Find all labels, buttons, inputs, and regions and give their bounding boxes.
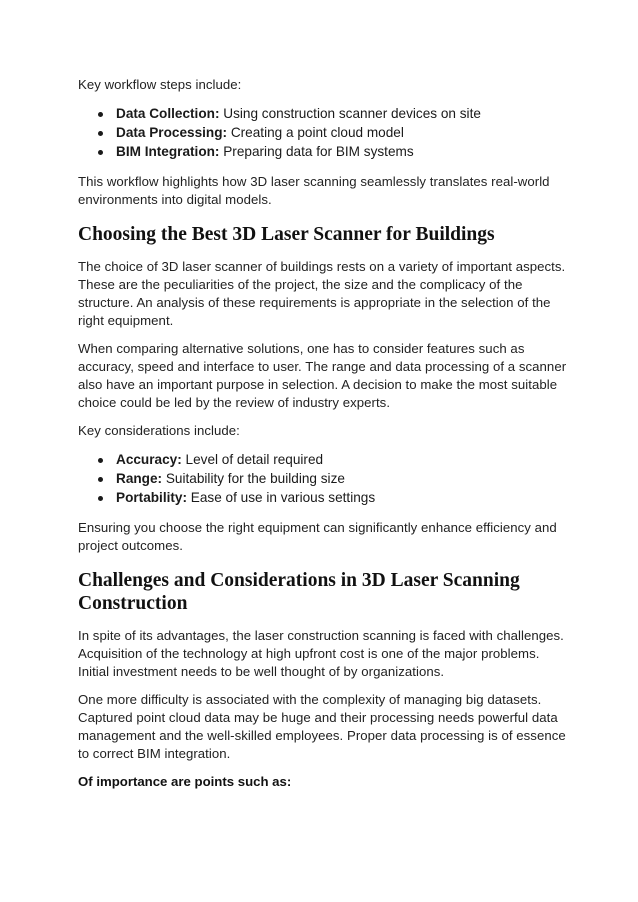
list-item-desc: Ease of use in various settings bbox=[187, 490, 376, 505]
list-item-desc: Using construction scanner devices on site bbox=[219, 106, 481, 121]
bullet-icon bbox=[98, 458, 103, 463]
paragraph: In spite of its advantages, the laser construction scanning is faced with challenges. Acquisition of the technology at high upfront cost is one of the major problems. Initial investment needs to be well thought of by organizations. bbox=[78, 628, 564, 679]
section-heading-choosing-scanner: Choosing the Best 3D Laser Scanner for Buildings bbox=[78, 224, 495, 245]
list-item bbox=[98, 469, 568, 488]
list-item bbox=[98, 142, 568, 161]
section-heading-challenges: Challenges and Considerations in 3D Laser Scanning Construction bbox=[78, 570, 520, 614]
list-item-desc: Level of detail required bbox=[181, 452, 324, 467]
bullet-icon bbox=[98, 477, 103, 482]
document-page bbox=[78, 76, 568, 791]
paragraph: Ensuring you choose the right equipment can significantly enhance efficiency and project outcomes. bbox=[78, 520, 557, 553]
workflow-steps-list bbox=[78, 104, 568, 161]
considerations-list bbox=[78, 450, 568, 507]
list-item-term: Portability: bbox=[116, 490, 187, 505]
list-item-term: Range: bbox=[116, 471, 163, 486]
list-item-desc: Creating a point cloud model bbox=[227, 125, 404, 140]
bullet-icon bbox=[98, 150, 103, 155]
workflow-intro: Key workflow steps include: bbox=[78, 77, 242, 92]
list-item-term: BIM Integration: bbox=[116, 144, 220, 159]
paragraph: When comparing alternative solutions, one has to consider features such as accuracy, speed and interface to user. The range and data processing of a scanner also have an important purpose in selection. A decision to make the most suitable choice could be led by the review of industry experts. bbox=[78, 341, 567, 410]
paragraph: The choice of 3D laser scanner of buildings rests on a variety of important aspects. These are the peculiarities of the project, the size and the complicacy of the structure. An analysis of these requirements is appropriate in the selection of the right equipment. bbox=[78, 259, 566, 328]
bullet-icon bbox=[98, 496, 103, 501]
list-item bbox=[98, 123, 568, 142]
list-item-term: Data Collection: bbox=[116, 106, 220, 121]
list-item bbox=[98, 104, 568, 123]
list-item-term: Accuracy: bbox=[116, 452, 182, 467]
list-item-term: Data Processing: bbox=[116, 125, 228, 140]
list-item bbox=[98, 488, 568, 507]
bullet-icon bbox=[98, 112, 103, 117]
workflow-summary: This workflow highlights how 3D laser scanning seamlessly translates real-world environments into digital models. bbox=[78, 174, 550, 207]
list-item-desc: Preparing data for BIM systems bbox=[219, 144, 414, 159]
bullet-icon bbox=[98, 131, 103, 136]
considerations-intro: Key considerations include: bbox=[78, 423, 240, 438]
points-intro: Of importance are points such as: bbox=[78, 774, 292, 789]
paragraph: One more difficulty is associated with the complexity of managing big datasets. Captured point cloud data may be huge and their processing needs powerful data management and the well-skilled employees. Proper data processing is of essence to correct BIM integration. bbox=[78, 692, 566, 761]
list-item-desc: Suitability for the building size bbox=[162, 471, 345, 486]
list-item bbox=[98, 450, 568, 469]
